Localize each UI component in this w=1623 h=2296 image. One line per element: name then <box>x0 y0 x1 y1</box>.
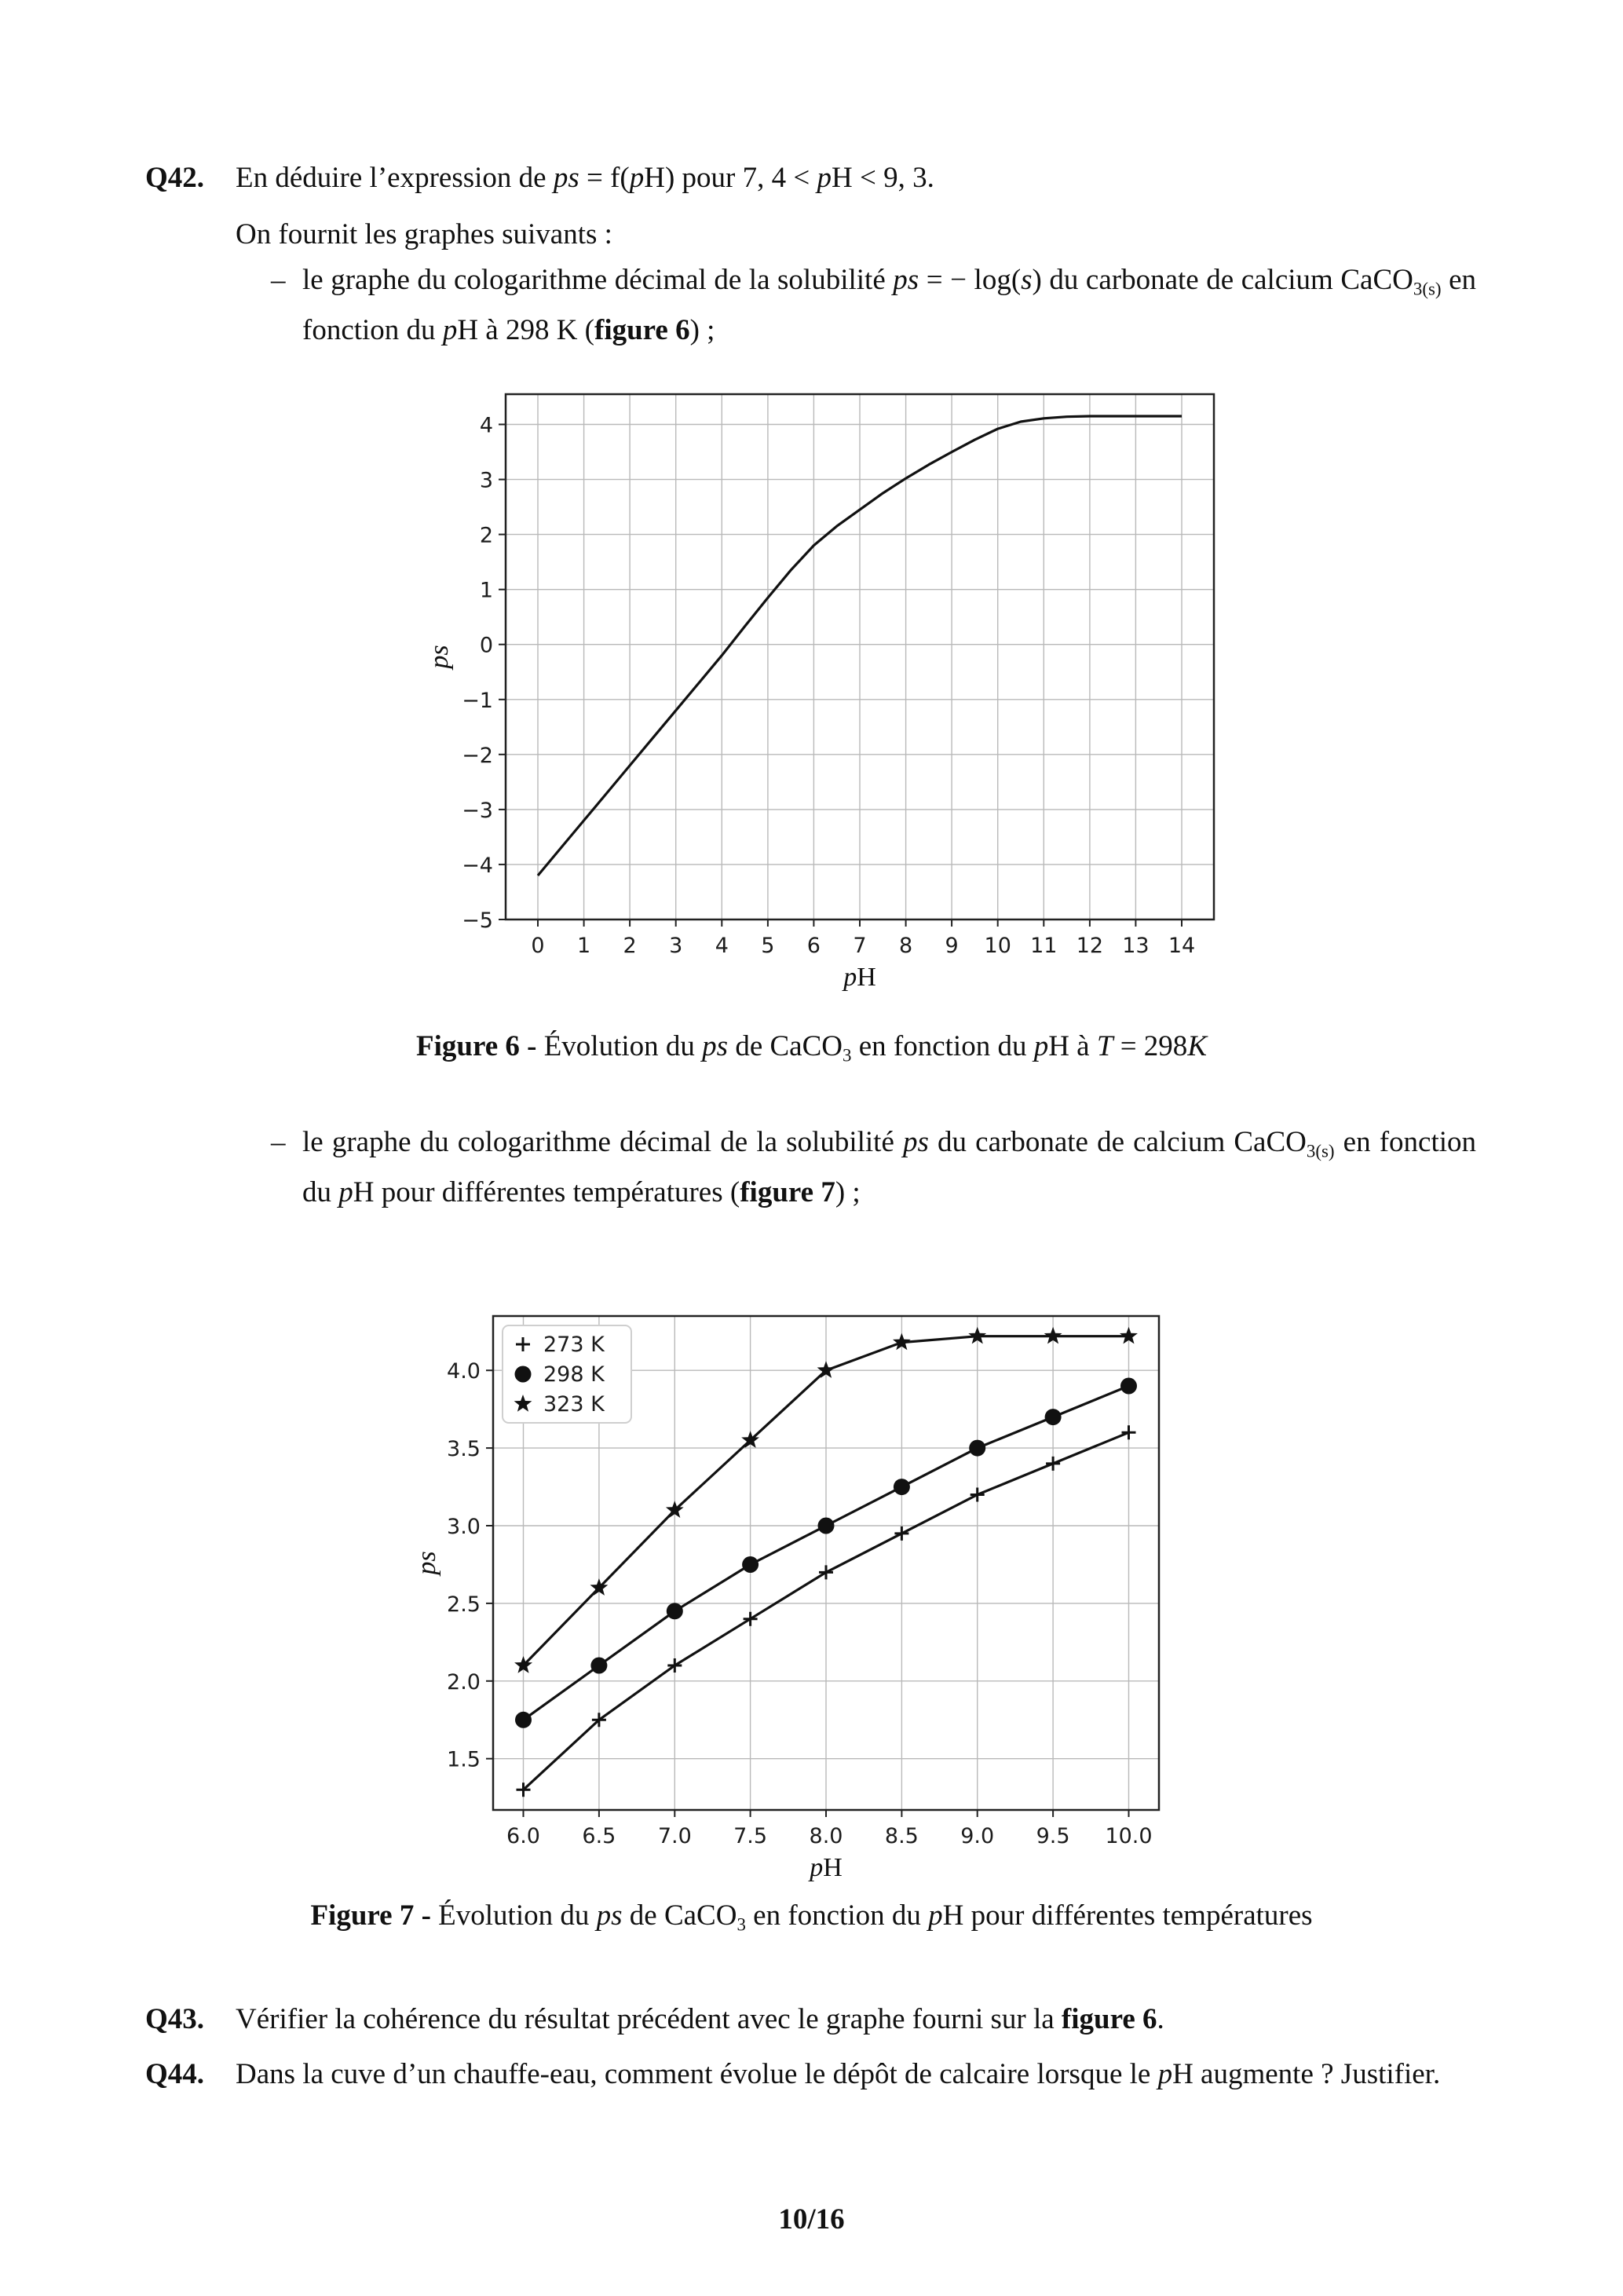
svg-text:3: 3 <box>479 468 493 493</box>
svg-text:273 K: 273 K <box>543 1333 605 1357</box>
svg-text:1.5: 1.5 <box>447 1747 481 1772</box>
svg-text:0: 0 <box>479 633 493 658</box>
bullet-figure7-text: le graphe du cologarithme décimal de la solubilité ps du carbonate de calcium CaCO$_{3(s)}$ en fonction du pH pour différentes températures (figure 7) ; <box>302 1126 1477 1209</box>
svg-text:14: 14 <box>1168 934 1196 958</box>
svg-text:6.5: 6.5 <box>582 1824 616 1848</box>
svg-text:0: 0 <box>531 934 545 958</box>
svg-text:3: 3 <box>669 934 683 958</box>
question-q44 <box>145 2053 1500 2095</box>
svg-text:12: 12 <box>1076 934 1104 958</box>
svg-text:11: 11 <box>1030 934 1058 958</box>
svg-text:8: 8 <box>899 934 913 958</box>
svg-text:5: 5 <box>761 934 775 958</box>
bullet-figure6 <box>271 259 1480 351</box>
svg-text:pH: pH <box>843 963 876 992</box>
svg-text:6.0: 6.0 <box>506 1824 540 1848</box>
svg-text:8.0: 8.0 <box>809 1824 843 1848</box>
svg-text:2.0: 2.0 <box>447 1669 481 1695</box>
intro-line: On fournit les graphes suivants : <box>236 218 612 250</box>
svg-text:2: 2 <box>479 523 493 548</box>
svg-text:8.5: 8.5 <box>884 1824 919 1848</box>
svg-text:ps: ps <box>412 1551 441 1575</box>
figure6-caption: Figure 6 - Évolution du ps de CaCO$_3$ en fonction du pH à T = 298K <box>415 1030 1207 1066</box>
svg-text:7.5: 7.5 <box>733 1824 768 1848</box>
svg-text:3.5: 3.5 <box>447 1437 481 1462</box>
svg-text:3.0: 3.0 <box>447 1515 481 1539</box>
svg-text:−5: −5 <box>462 909 493 933</box>
question-q43 <box>145 1998 1500 2040</box>
svg-text:1: 1 <box>577 934 591 958</box>
svg-text:4: 4 <box>715 934 729 958</box>
bullet-figure7 <box>271 1121 1480 1213</box>
svg-text:1: 1 <box>479 578 493 603</box>
svg-text:9.5: 9.5 <box>1036 1824 1070 1848</box>
question-q42-label: Q42. <box>145 162 205 194</box>
question-q42-text: En déduire l’expression de ps = f(pH) pour 7, 4 < pH < 9, 3. <box>236 162 934 194</box>
svg-text:13: 13 <box>1122 934 1150 958</box>
question-q44-label: Q44. <box>145 2058 205 2090</box>
svg-text:323 K: 323 K <box>543 1392 605 1417</box>
svg-text:4: 4 <box>479 413 493 438</box>
svg-text:9.0: 9.0 <box>960 1824 995 1848</box>
question-q43-text: Vérifier la cohérence du résultat précédent avec le graphe fourni sur la figure 6. <box>236 2003 1164 2035</box>
page-number: 10/16 <box>778 2203 845 2236</box>
svg-text:7: 7 <box>853 934 867 958</box>
svg-text:6: 6 <box>806 934 821 958</box>
svg-text:4.0: 4.0 <box>447 1359 481 1384</box>
svg-text:7.0: 7.0 <box>657 1824 692 1848</box>
bullet-dash: – <box>271 264 286 296</box>
svg-text:10: 10 <box>984 934 1011 958</box>
question-q44-text: Dans la cuve d’un chauffe-eau, comment évolue le dépôt de calcaire lorsque le pH augmente ? Justifier. <box>236 2058 1441 2090</box>
svg-text:ps: ps <box>425 645 454 669</box>
svg-text:−4: −4 <box>462 853 493 878</box>
question-q43-label: Q43. <box>145 2003 205 2035</box>
svg-text:10.0: 10.0 <box>1105 1824 1153 1848</box>
svg-text:−3: −3 <box>462 798 493 823</box>
figure7-caption: Figure 7 - Évolution du ps de CaCO$_3$ en fonction du pH pour différentes températures <box>310 1899 1313 1935</box>
svg-text:298 K: 298 K <box>543 1362 605 1387</box>
figure6-chart <box>400 385 1280 1005</box>
bullet-dash: – <box>271 1126 286 1158</box>
question-q42 <box>145 157 1500 199</box>
svg-text:9: 9 <box>945 934 959 958</box>
svg-text:2: 2 <box>623 934 637 958</box>
bullet-figure6-text: le graphe du cologarithme décimal de la solubilité ps = − log(s) du carbonate de calcium CaCO$_{3(s)}$ en fonction du pH à 298 K (figure 6) ; <box>302 264 1476 347</box>
svg-text:pH: pH <box>810 1853 843 1882</box>
figure7-chart <box>400 1303 1209 1888</box>
svg-text:−1: −1 <box>462 688 493 713</box>
svg-text:2.5: 2.5 <box>447 1592 481 1617</box>
svg-text:−2: −2 <box>462 743 493 768</box>
